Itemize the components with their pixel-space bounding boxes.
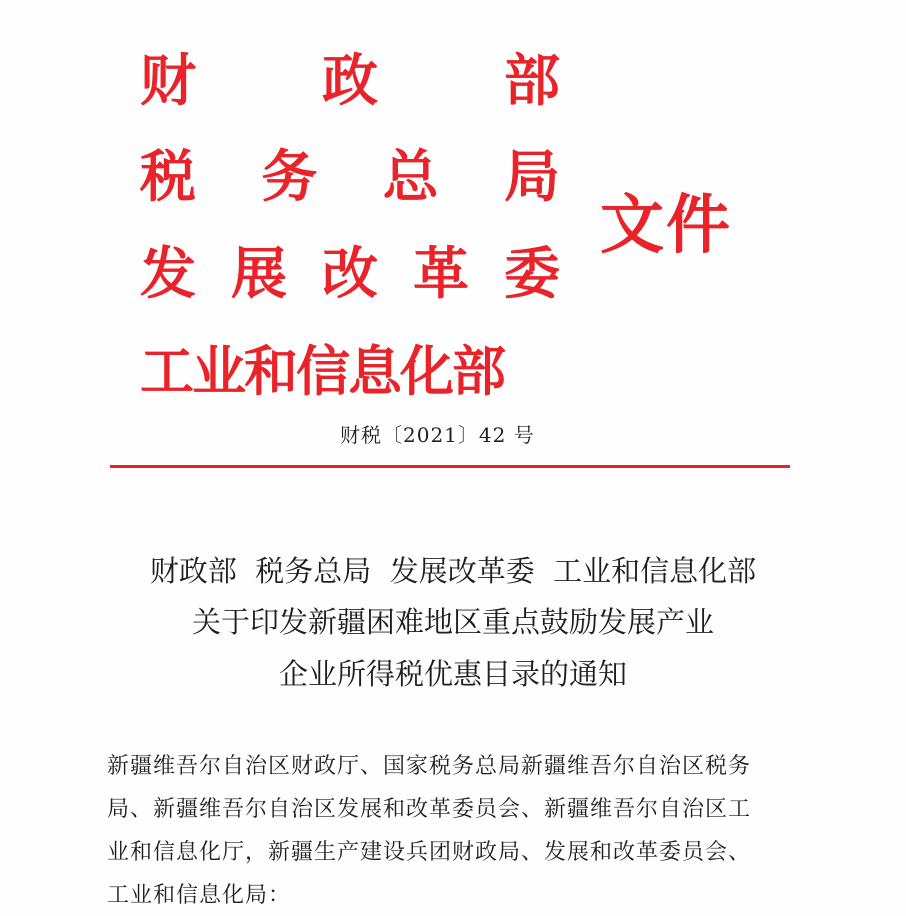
issuer-char: 政 bbox=[322, 49, 378, 114]
issuer-ministry-of-industry bbox=[140, 340, 560, 404]
document-title-line-3: 企业所得税优惠目录的通知 bbox=[278, 657, 627, 691]
document-suffix: 文件 bbox=[600, 189, 732, 263]
issuer-name: 工业和信息化部 bbox=[140, 340, 504, 403]
recipients-line-1: 新疆维吾尔自治区财政厅、国家税务总局新疆维吾尔自治区税务 bbox=[107, 754, 752, 779]
issuer-char: 部 bbox=[504, 49, 560, 114]
red-divider-line bbox=[110, 465, 790, 468]
issuer-char: 总 bbox=[382, 145, 439, 210]
document-title-line-1: 财政部 税务总局 发展改革委 工业和信息化部 bbox=[149, 554, 757, 588]
recipients-line-2: 局、新疆维吾尔自治区发展和改革委员会、新疆维吾尔自治区工 bbox=[107, 797, 752, 822]
recipients-line-3: 业和信息化厅，新疆生产建设兵团财政局、发展和改革委员会、 bbox=[107, 840, 752, 865]
document-number: 财税〔2021〕42 号 bbox=[340, 423, 535, 447]
issuer-char: 财 bbox=[140, 49, 196, 114]
recipients-line-4: 工业和信息化局： bbox=[107, 883, 292, 908]
issuer-char: 务 bbox=[261, 145, 318, 210]
issuer-char: 税 bbox=[140, 145, 196, 210]
issuer-char: 改 bbox=[322, 242, 378, 307]
issuer-development-reform-commission bbox=[140, 243, 560, 307]
issuer-tax-administration bbox=[140, 146, 560, 210]
issuer-char: 展 bbox=[231, 242, 287, 307]
issuer-char: 局 bbox=[503, 145, 560, 210]
document-title-line-2: 关于印发新疆困难地区重点鼓励发展产业 bbox=[191, 605, 714, 639]
issuer-char: 发 bbox=[140, 242, 196, 307]
issuer-ministry-of-finance bbox=[140, 50, 560, 114]
issuer-char: 委 bbox=[504, 242, 560, 307]
issuer-char: 革 bbox=[413, 242, 469, 307]
